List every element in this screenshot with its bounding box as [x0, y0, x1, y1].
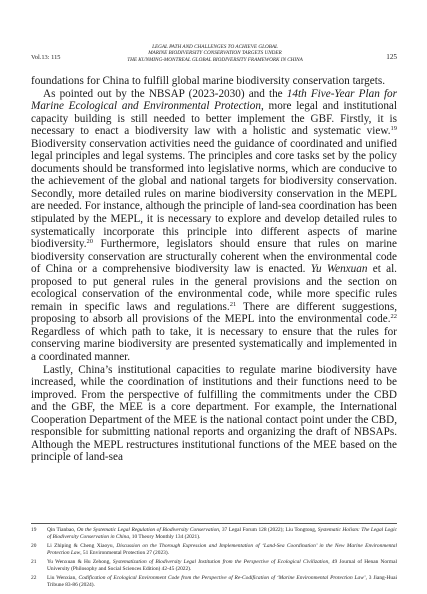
footnote-20: [31, 543, 397, 557]
footnote-text: [47, 527, 397, 541]
footnote-ref-20[interactable]: 20: [86, 238, 94, 246]
running-title-line: THE KUNMING-MONTREAL GLOBAL BIODIVERSITY FRAMEWORK IN CHINA: [127, 56, 303, 63]
footnote-text: [47, 559, 397, 573]
running-title-line: LEGAL PATH AND CHALLENGES TO ACHIEVE GLOBAL: [152, 44, 278, 50]
plan-title: 14th Five-Year Plan for Marine Ecological and Environmental Protection: [31, 87, 397, 113]
text-run: et al. proposed to put general rules in the general provisions and the section on ecological conservation of the environmental code, while more specific rules remain in specific laws and regulations.: [31, 263, 397, 313]
footnotes: [31, 527, 397, 591]
text-run: , 49 Journal of Henan Normal University (Philosophy and Social Sciences Edition) 42-45 (2022).: [47, 559, 397, 572]
text-run: Regardless of which path to take, it is necessary to ensure that the rules for conserving marine biodiversity are presented systematically and implemented in a coordinated manner.: [31, 325, 397, 364]
paragraph-continued: [31, 75, 397, 88]
running-title-line: MARINE BIODIVERSITY CONSERVATION TARGETS UNDER: [148, 50, 282, 57]
footnote-ref-21[interactable]: 21: [229, 300, 237, 308]
footnote-number: 19: [31, 527, 37, 533]
text-run: , 37 Legal Forum 128 (2022); Liu Tongtong,: [218, 527, 318, 533]
cited-title: Systematic Holism: The Legal Logic of Biodiversity Conservation in China: [47, 527, 397, 540]
text-run: Li Zhiping & Cheng Xiaoyu,: [47, 543, 117, 549]
text-run: , 51 Environmental Protection 27 (2023).: [80, 549, 169, 556]
main-text: [31, 75, 397, 464]
footnote-number: 22: [31, 575, 37, 581]
text-run: Qin Tianbao,: [47, 527, 77, 533]
volume-number: Vol.13: 115: [31, 54, 61, 61]
text-run: There are different suggestions, proposing to absorb all provisions of the MEPL into the environmental code.: [31, 300, 398, 326]
text-run: As pointed out by the NBSAP (2023-2030) and the: [43, 87, 287, 100]
footnote-number: 20: [31, 543, 37, 549]
text-run: Liu Wenxian,: [47, 575, 79, 581]
running-title: [120, 44, 310, 63]
cited-title: On the Systematic Legal Regulation of Biodiversity Conservation: [76, 527, 219, 533]
footnote-text: [47, 543, 397, 557]
cited-title: Discussion on the Thorough Expression and Implementation of ‘Land-Sea Coordination’ in the New Marine Environmental Protection Law: [47, 543, 397, 556]
footnote-ref-22[interactable]: 22: [390, 313, 397, 321]
cited-title: Systematization of Biodiversity Legal Institution from the Perspective of Ecological Civilization: [112, 559, 329, 565]
footnote-text: [47, 575, 397, 589]
footnote-22: [31, 575, 397, 589]
text-run: Biodiversity conservation activities need the guidance of coordinated and unified legal principles and legal systems. The principles and core tasks set by the policy documents should be transformed into legislative norms, which are conducive to the achievement of the global and national targets for biodiversity conservation. Secondly, more detailed rules on marine biodiversity conservation in the MEPL are needed. For instance, although the principle of land-sea coordination has been stipulated by the MEPL, it is necessary to explore and develop detailed rules to systematically incorporate this principle into different aspects of marine biodiversity.: [31, 137, 397, 251]
footnote-21: [31, 559, 397, 573]
footnote-divider: [31, 523, 397, 524]
cited-title: Codification of Ecological Environment Code from the Perspective of Re-Codification of ‘Marine Environmental Protection Law’: [78, 575, 366, 581]
footnote-number: 21: [31, 559, 37, 565]
footnote-19: [31, 527, 397, 541]
text-run: , more legal and institutional capacity building is still needed to better implement the GBF. Firstly, it is necessary to enact a biodiversity law with a holistic and systematic view.: [31, 100, 397, 138]
text-run: , 3 Jiang-Huai Tribune 83-86 (2024).: [47, 575, 397, 588]
paragraph-text: Lastly, China’s institutional capacities to regulate marine biodiversity have increased, while the coordination of institutions and their functions need to be improved. From the perspective of fulfilling the commitments under the CBD and the GBF, the MEE is a core department. For example, the International Cooperation Department of the MEE is the national contact point under the CBD, responsible for submitting national reports and organizing the draft of NBSAPs. Although the MEPL restructures institutional functions of the MEE based on the principle of land-sea: [31, 363, 397, 464]
text-run: Furthermore, legislators should ensure that rules on marine biodiversity conservation are structurally coherent when the environmental code of China or a comprehensive biodiversity law is enacted.: [31, 238, 397, 276]
footnote-ref-19[interactable]: 19: [390, 125, 397, 133]
paragraph-text: foundations for China to fulfill global marine biodiversity conservation targets.: [31, 75, 385, 87]
page-number: 125: [386, 53, 397, 61]
paragraph-legal-capacity: [31, 88, 397, 364]
paragraph-institutional-capacity: [31, 364, 397, 464]
text-run: Yu Wenxuan & Hu Zehong,: [47, 559, 113, 565]
text-run: , 10 Theory Monthly 134 (2021).: [129, 533, 201, 540]
author-name: Yu Wenxuan: [310, 263, 368, 276]
